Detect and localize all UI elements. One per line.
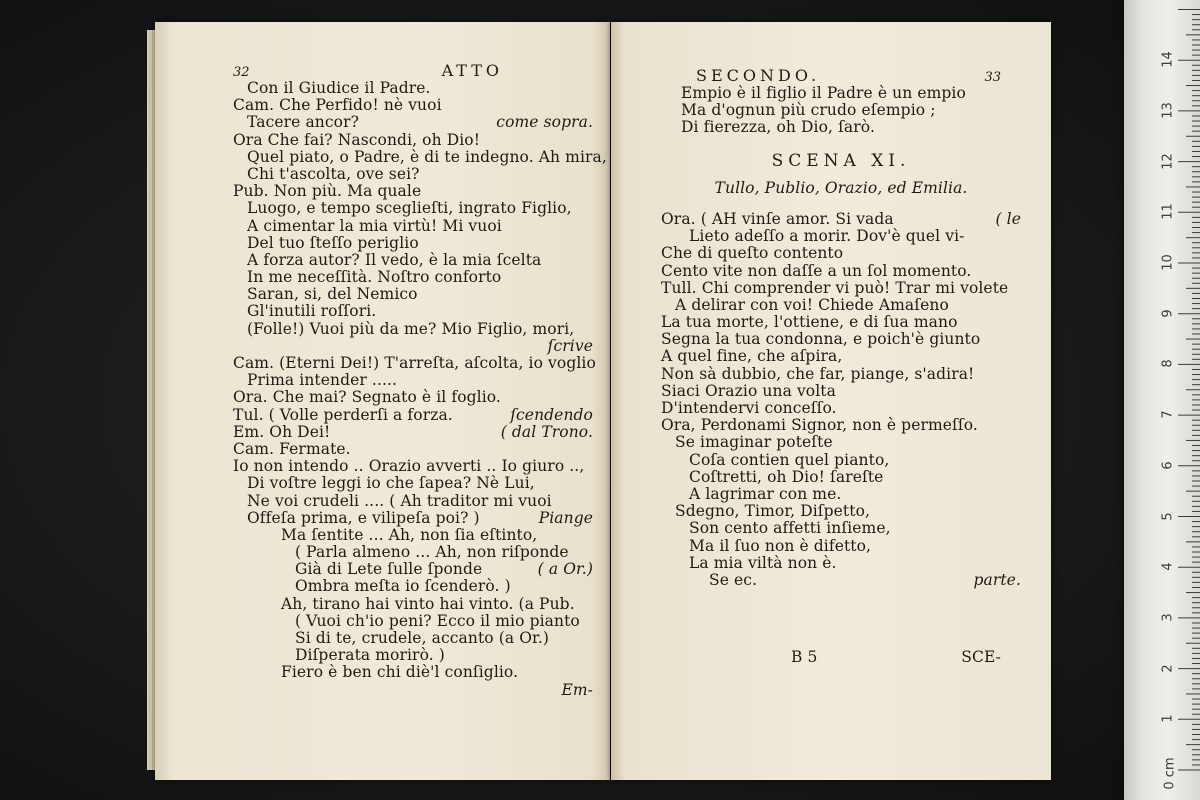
text-line: [661, 366, 1021, 383]
text-line: Ma d'ognun più crudo eſempio ;: [681, 101, 936, 120]
left-running-head: [233, 62, 593, 80]
text-line: [661, 572, 1021, 589]
scene-characters: Tullo, Publio, Orazio, ed Emilia.: [714, 178, 968, 197]
line-text: Ora. Che mai? Segnato è il foglio.: [233, 388, 501, 407]
text-line: [233, 613, 593, 630]
line-text: Segna la tua condonna, e poich'è giunto: [661, 330, 981, 349]
text-line: [233, 664, 593, 681]
left-page-lines: [233, 79, 607, 699]
text-line: [233, 218, 593, 235]
line-text: Cam. Che Perfido! nè vuoi: [233, 96, 442, 115]
line-text: Di voſtre leggi io che ſapea? Nè Lui,: [247, 474, 535, 493]
text-line: [233, 354, 596, 372]
text-line: [233, 183, 593, 200]
stage-direction: ( le: [995, 209, 1021, 228]
line-text: La mia viltà non è.: [689, 553, 837, 572]
text-line: [661, 434, 1021, 451]
text-line: [661, 383, 1021, 400]
stage-direction: come sopra.: [496, 113, 593, 132]
text-line: [233, 424, 593, 441]
ruler-number: 2: [1160, 663, 1176, 673]
text-line: [233, 114, 593, 131]
line-text: ( Parla almeno ... Ah, non riſponde: [295, 543, 569, 562]
text-line: [233, 682, 593, 699]
text-line: [233, 578, 593, 595]
line-text: Fiero è ben chi diè'l conſiglio.: [281, 663, 519, 682]
open-book: [155, 22, 1060, 780]
text-line: [233, 389, 593, 406]
text-line: [661, 520, 1021, 537]
text-line: [233, 132, 593, 149]
stage-direction: Em-: [561, 680, 593, 699]
text-line: [661, 503, 1021, 520]
text-line: [661, 555, 1021, 572]
ruler-number: 11: [1160, 203, 1176, 221]
line-text: La tua morte, l'ottiene, e di ſua mano: [661, 313, 958, 332]
right-running-head: [661, 67, 1021, 85]
line-text: A delirar con voi! Chiede Amaſeno: [675, 295, 949, 314]
line-text: A lagrimar con me.: [689, 484, 842, 503]
left-running-title: ATTO: [441, 61, 503, 80]
line-text: Saran, si, del Nemico: [247, 285, 418, 304]
text-line: [233, 647, 593, 664]
ruler-number: 1: [1160, 714, 1176, 723]
stage-direction: parte.: [973, 570, 1021, 589]
line-text: Ne voi crudeli .... ( Ah traditor mi vuoi: [247, 491, 552, 510]
text-line: [661, 263, 1021, 280]
text-line: [233, 475, 593, 492]
scene-title: SCENA XI.: [771, 150, 911, 171]
line-text: Già di Lete ſulle ſponde: [295, 560, 483, 579]
ruler-number: 8: [1160, 359, 1176, 369]
text-line: [661, 228, 1021, 245]
text-line: Empio è il figlio il Padre è un empio: [681, 84, 966, 102]
line-text: Cam. Fermate.: [233, 439, 351, 458]
signature-mark: B 5: [791, 648, 818, 667]
ruler-number: 14: [1160, 51, 1176, 68]
line-text: Ma il ſuo non è difetto,: [689, 536, 872, 555]
line-text: Si di te, crudele, accanto (a Or.): [295, 629, 550, 647]
text-line: [661, 211, 1021, 228]
right-page: [611, 22, 1051, 780]
text-line: [661, 452, 1021, 469]
line-text: Se ec.: [709, 570, 758, 589]
line-text: Con il Giudice il Padre.: [247, 79, 431, 97]
ruler-unit-label: 0 cm: [1162, 757, 1178, 790]
line-text: Quel piato, o Padre, è di te indegno. Ah mira,: [247, 147, 607, 166]
text-line: [233, 321, 593, 338]
text-line: [661, 245, 1021, 262]
stage-direction: ſcendendo: [510, 405, 593, 424]
right-running-title: SECONDO.: [696, 66, 821, 85]
ruler-number: 4: [1160, 562, 1176, 571]
stage-direction: ( a Or.): [537, 560, 593, 579]
line-text: Cento vite non daſſe a un ſol momento.: [661, 261, 972, 280]
text-line: [233, 286, 593, 303]
text-line: [233, 303, 593, 320]
right-page-lines: [661, 211, 1021, 589]
text-line: [661, 348, 1021, 365]
line-text: Se imaginar poteſte: [675, 433, 833, 452]
ruler-number: 7: [1160, 410, 1176, 419]
left-page: [155, 22, 610, 780]
ruler-number: 3: [1160, 613, 1176, 622]
line-text: Coſtretti, oh Dio! ſareſte: [689, 467, 884, 486]
line-text: D'intendervi conceſſo.: [661, 399, 837, 418]
line-text: Gl'inutili roſſori.: [247, 302, 377, 321]
stage-direction: ſcrive: [547, 336, 593, 355]
line-text: Io non intendo .. Orazio avverti .. Io giuro ..,: [233, 457, 585, 476]
line-text: Ora Che fai? Nascondi, oh Dio!: [233, 130, 481, 149]
text-line: [233, 252, 593, 269]
text-line: [661, 297, 1021, 314]
text-line: [233, 561, 593, 578]
line-text: Del tuo ſteſſo periglio: [247, 233, 419, 252]
line-text: Non sà dubbio, che far, piange, s'adira!: [661, 364, 975, 383]
stage-direction: Piange: [538, 508, 593, 527]
text-line: Di fierezza, oh Dio, ſarò.: [681, 118, 875, 137]
right-page-number: 33: [984, 70, 1001, 85]
right-page-footer: [661, 649, 1021, 666]
line-text: Ora. ( AH vinſe amor. Si vada: [661, 209, 894, 228]
text-line: [233, 338, 593, 355]
line-text: Diſperata morirò. ): [295, 646, 445, 665]
ruler-number: 10: [1160, 254, 1176, 271]
line-text: Cam. (Eterni Dei!) T'arreſta, aſcolta, io voglio: [233, 354, 596, 372]
text-line: [661, 314, 1021, 331]
right-page-top-lines: [661, 85, 1021, 137]
ruler-number: 9: [1160, 309, 1176, 318]
line-text: Em. Oh Dei!: [233, 422, 331, 441]
text-line: [233, 544, 593, 561]
line-text: Son cento affetti inſieme,: [689, 519, 891, 538]
line-text: Tul. ( Volle perderſi a forza.: [233, 405, 453, 424]
line-text: Ombra meſta io ſcenderò. ): [295, 577, 511, 596]
line-text: Ma ſentite ... Ah, non ſia eſtinto,: [281, 525, 538, 544]
text-line: [233, 80, 593, 97]
text-line: [661, 280, 1021, 297]
stage-direction: ( dal Trono.: [500, 422, 593, 441]
text-line: [233, 630, 593, 647]
left-page-number: 32: [233, 65, 250, 80]
text-line: [661, 417, 1021, 434]
text-line: [233, 596, 593, 613]
text-line: [233, 269, 593, 286]
text-line: [233, 441, 593, 458]
left-page-text: [233, 61, 607, 699]
text-line: [233, 510, 593, 527]
line-text: A cimentar la mia virtù! Mi vuoi: [247, 216, 502, 235]
line-text: Offeſa prima, e vilipeſa poi? ): [247, 508, 480, 527]
ruler-number: 6: [1160, 461, 1176, 470]
right-page-text: [661, 67, 1021, 666]
line-text: Tull. Chi comprender vi può! Trar mi volete: [661, 278, 1009, 297]
line-text: Ora, Perdonami Signor, non è permeſſo.: [661, 416, 978, 435]
line-text: Chi t'ascolta, ove sei?: [247, 164, 420, 183]
text-line: [233, 200, 593, 217]
line-text: Pub. Non più. Ma quale: [233, 182, 422, 201]
ruler-number: 12: [1160, 152, 1176, 170]
text-line: [233, 407, 593, 424]
text-line: [233, 166, 593, 183]
line-text: Ah, tirano hai vinto hai vinto. (a Pub.: [281, 594, 575, 613]
text-line: [233, 147, 607, 166]
line-text: A quel fine, che aſpira,: [661, 347, 843, 366]
text-line: [233, 527, 593, 544]
line-text: In me neceſſità. Noſtro conforto: [247, 268, 502, 287]
text-line: [661, 400, 1021, 417]
text-line: [233, 97, 593, 114]
ruler-number: 13: [1160, 102, 1176, 119]
line-text: Siaci Orazio una volta: [661, 381, 836, 400]
line-text: Che di queſto contento: [661, 244, 844, 263]
line-text: Luogo, e tempo sceglieſti, ingrato Figlio,: [247, 199, 572, 218]
catchword: SCE-: [961, 648, 1001, 667]
line-text: A forza autor? Il vedo, è la mia ſcelta: [247, 250, 542, 269]
measurement-ruler: [1124, 0, 1200, 800]
line-text: ( Vuoi ch'io peni? Ecco il mio pianto: [295, 611, 580, 630]
text-line: [233, 493, 593, 510]
text-line: [661, 469, 1021, 486]
line-text: (Folle!) Vuoi più da me? Mio Figlio, mori,: [247, 319, 575, 338]
line-text: Coſa contien quel pianto,: [689, 450, 890, 469]
text-line: [661, 331, 1021, 348]
text-line: [233, 235, 593, 252]
text-line: [661, 486, 1021, 503]
line-text: Prima intender .....: [247, 371, 398, 390]
ruler-number: 5: [1160, 511, 1176, 521]
text-line: [661, 538, 1021, 555]
text-line: [233, 372, 593, 389]
line-text: Sdegno, Timor, Diſpetto,: [675, 502, 871, 521]
line-text: Lieto adeſſo a morir. Dov'è quel vi-: [689, 227, 965, 246]
line-text: Tacere ancor?: [247, 113, 359, 132]
text-line: [233, 458, 593, 475]
